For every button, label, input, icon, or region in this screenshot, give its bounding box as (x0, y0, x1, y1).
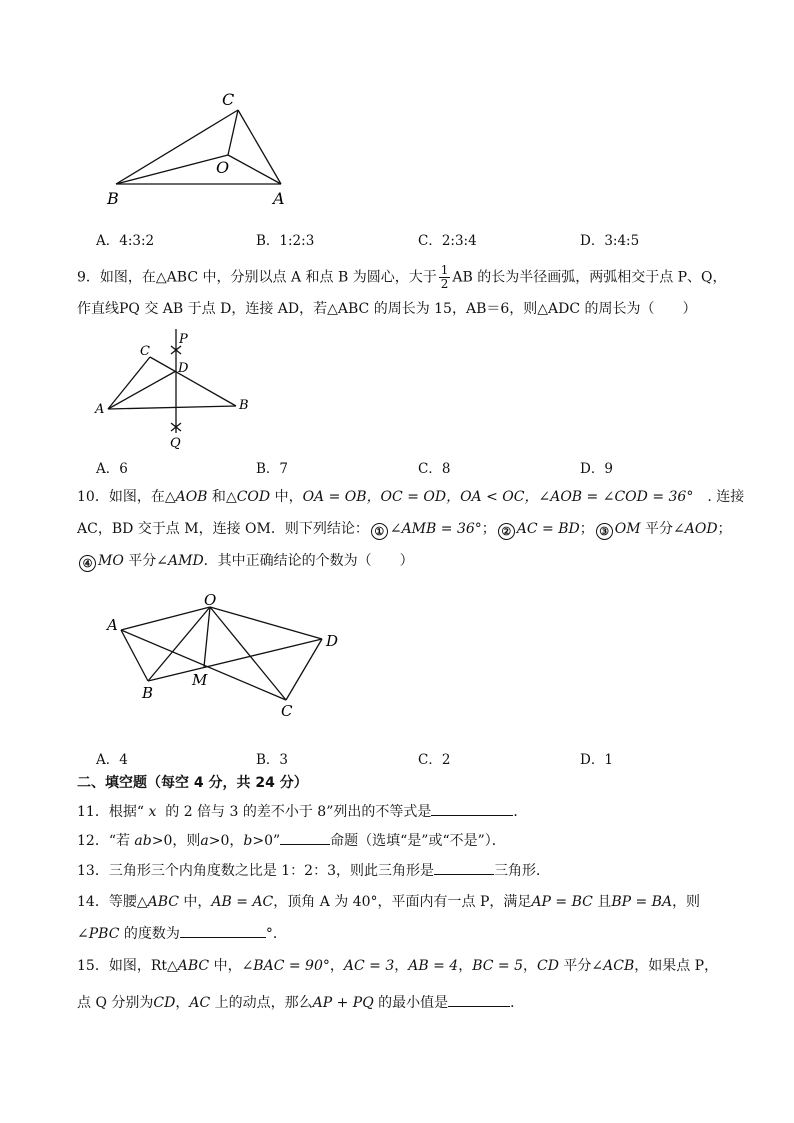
q14-tri: △ABC (136, 894, 179, 910)
q13 (77, 860, 550, 881)
q10-conclusion-2: AC = BD (516, 521, 580, 537)
q15-eq2: AC = 3 (343, 958, 395, 974)
q9-line2: 作直线PQ 交 AB 于点 D，连接 AD，若△ABC 的周长为 15，AB＝6，则△ADC 的周长为（ ） (77, 301, 697, 317)
q10-c3-angle: ∠AOD (673, 521, 718, 537)
q10-option-a: A．4 (96, 752, 128, 768)
q10-text-l2: AC，BD 交于点 M，连接 OM．则下列结论： (77, 521, 369, 537)
q8-option-b: B．1:2:3 (256, 233, 315, 249)
q15-line2 (77, 992, 524, 1013)
label-Q: Q (170, 436, 181, 450)
figure-q10-quadrilateral (100, 592, 350, 722)
q14-eq2: AP = BC (531, 894, 593, 910)
q10-sep3: ； (717, 521, 732, 537)
section-2-heading: 二、填空题（每空 4 分，共 24 分） (77, 775, 308, 791)
q14-text-f: 的度数为 (119, 926, 180, 942)
q15-sep3: ， (458, 958, 473, 974)
q14-answer-blank[interactable] (180, 923, 266, 938)
circled-1: ① (371, 523, 388, 540)
q12-text-a: 12．“若 (77, 833, 135, 849)
q10-line3 (77, 551, 414, 572)
q12-answer-blank[interactable] (280, 830, 330, 845)
label-B: B (107, 189, 119, 208)
q14-text-e: ，则 (672, 894, 701, 910)
q15-text-h: ，如果点 P， (634, 958, 719, 974)
q12-text-c: >0， (208, 833, 244, 849)
q9-text-a: 9．如图，在△ABC 中，分别以点 A 和点 B 为圆心，大于 (77, 269, 437, 286)
q11-end: ． (513, 804, 528, 820)
q15-text-l2d: 的最小值是 (373, 995, 449, 1011)
q15-line1 (77, 956, 718, 976)
q8-option-a: A．4:3:2 (96, 233, 155, 249)
label-A: A (107, 616, 118, 634)
q15-expr: AP + PQ (312, 995, 374, 1011)
label-A: A (95, 402, 105, 417)
label-C: C (140, 344, 150, 359)
q13-answer-blank[interactable] (434, 860, 494, 875)
q10-c3-tail: 平分 (640, 521, 673, 537)
q9-option-b: B．7 (256, 461, 289, 477)
q15-sep2: ， (394, 958, 409, 974)
q14-text-d: 且 (592, 894, 612, 910)
q10-line1 (77, 487, 744, 507)
label-P: P (179, 332, 188, 347)
label-M: M (192, 671, 208, 689)
q12-var-a: a (200, 833, 209, 849)
q9-option-d: D．9 (580, 461, 613, 477)
q14-text-b: 中， (178, 894, 212, 910)
q15-end: ． (510, 995, 525, 1011)
q15-ac: AC (189, 995, 211, 1011)
label-O: O (216, 158, 230, 177)
label-O: O (204, 592, 217, 609)
q15-text-l2c: 上的动点，那么 (210, 995, 313, 1011)
q15-eq6: ∠ACB (591, 958, 635, 974)
q12-text-b: >0，则 (151, 833, 201, 849)
q15-eq3: AB = 4 (408, 958, 459, 974)
q10-equations: OA = OB，OC = OD，OA < OC，∠AOB = ∠COD = 36° (302, 489, 694, 505)
q14-eq3: BP = BA (611, 894, 673, 910)
q14-end: °． (265, 926, 287, 942)
q10-c4-tail: 平分 (123, 553, 157, 569)
q15-text-g: 平分 (558, 958, 592, 974)
q15-text-l2a: 点 Q 分别为 (77, 995, 154, 1011)
q12-var-ab: ab (134, 833, 152, 849)
q11-text-b: 的 2 倍与 3 的差不小于 8”列出的不等式是 (160, 804, 432, 820)
frac-numerator: 1 (440, 263, 449, 277)
q9-option-a: A．6 (96, 461, 128, 477)
q10-text-d: . 连接 (693, 489, 745, 505)
q10-conclusion-3: OM (614, 521, 641, 537)
q10-option-c: C．2 (418, 752, 451, 768)
q12 (77, 830, 506, 851)
q15-text-b: 中， (209, 958, 242, 974)
q11-var-x: x (148, 804, 157, 820)
q15-cd: CD (153, 995, 176, 1011)
q14-line2 (77, 923, 287, 944)
frac-denominator: 2 (440, 277, 449, 291)
q10-conclusion-1: ∠AMB = 36° (389, 521, 482, 537)
q10-text-a: 10．如图，在 (77, 489, 165, 505)
q13-text-b: 三角形． (494, 863, 550, 879)
q15-tri: △ABC (166, 958, 210, 974)
q15-answer-blank[interactable] (448, 992, 510, 1007)
q9-fraction (439, 264, 451, 291)
q14-angle: ∠PBC (77, 926, 120, 942)
q12-text-d: >0” (252, 833, 281, 849)
q10-c4-angle: ∠AMD (156, 553, 204, 569)
q14-line1 (77, 892, 700, 912)
label-B: B (142, 684, 154, 702)
label-D: D (326, 632, 339, 650)
q10-tri2: △COD (225, 489, 271, 505)
q11-answer-blank[interactable] (431, 801, 513, 816)
circled-3: ③ (596, 523, 613, 540)
q10-option-d: D．1 (580, 752, 613, 768)
q13-text-a: 13．三角形三个内角度数之比是 1：2：3，则此三角形是 (77, 863, 434, 879)
q15-eq4: BC = 5 (472, 958, 523, 974)
q12-text-e: 命题（选填“是”或“不是”）． (330, 833, 506, 849)
label-C: C (222, 90, 235, 109)
q15-eq5: CD (537, 958, 559, 974)
q15-eq1: ∠BAC = 90° (241, 958, 330, 974)
q10-text-b: 和 (207, 489, 226, 505)
q14-eq1: AB = AC (211, 894, 274, 910)
q14-text-a: 14．等腰 (77, 894, 137, 910)
q9-option-c: C．8 (418, 461, 451, 477)
q10-sep2: ； (579, 521, 594, 537)
q8-option-c: C．2:3:4 (418, 233, 477, 249)
q15-text-a: 15．如图，Rt (77, 958, 167, 974)
figure-q9-triangle (90, 325, 260, 450)
label-B: B (239, 398, 249, 413)
q14-text-c: ，顶角 A 为 40°，平面内有一点 P，满足 (273, 894, 532, 910)
q8-option-d: D．3:4:5 (580, 233, 640, 249)
q10-conclusion-4: MO (98, 553, 124, 569)
figure-q8-triangle (100, 85, 300, 215)
q15-sep1: ， (329, 958, 344, 974)
q10-text-tail: ．其中正确结论的个数为（ ） (203, 553, 414, 569)
q10-sep1: ； (481, 521, 496, 537)
label-A: A (273, 189, 285, 208)
q9-text-b: AB 的长为半径画弧，两弧相交于点 P、Q， (452, 269, 727, 286)
q11-text-a: 11．根据“ (77, 804, 144, 820)
q9-line1 (77, 264, 727, 291)
q10-line2 (77, 519, 732, 540)
q15-sep4: ， (523, 958, 537, 974)
q12-var-b: b (243, 833, 253, 849)
q11 (77, 801, 527, 822)
q10-tri1: △AOB (164, 489, 208, 505)
label-C: C (281, 702, 293, 720)
q10-text-c: 中， (270, 489, 303, 505)
label-D: D (178, 361, 189, 376)
circled-2: ② (498, 523, 515, 540)
q15-sep5: ， (175, 995, 190, 1011)
q10-option-b: B．3 (256, 752, 289, 768)
circled-4: ④ (79, 555, 96, 572)
